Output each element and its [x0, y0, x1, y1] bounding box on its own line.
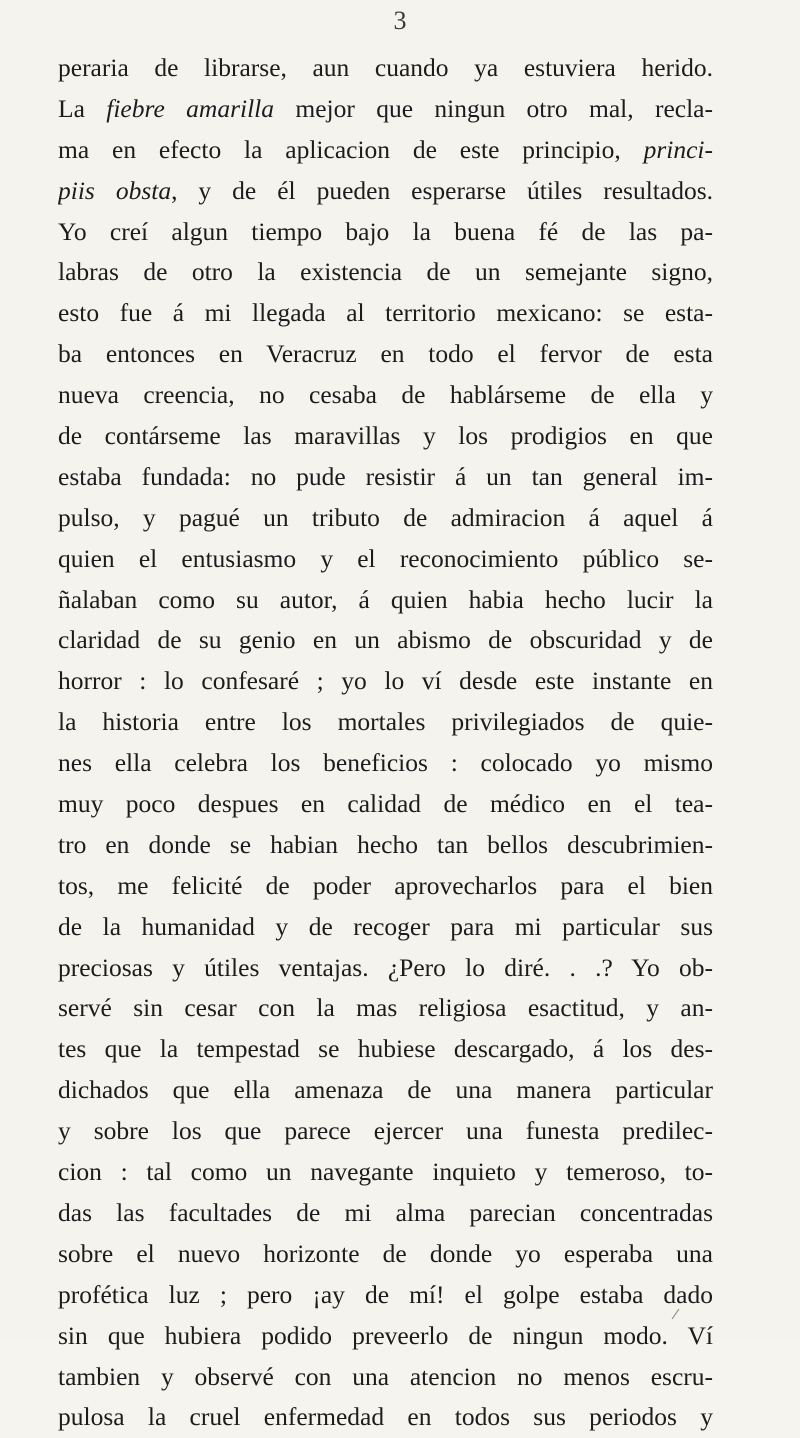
text-segment: quien el entusiasmo y el reconocimiento público se- — [58, 543, 713, 573]
text-line — [58, 825, 713, 866]
text-segment: Yo creí algun tiempo bajo la buena fé de las pa- — [58, 216, 713, 246]
text-segment: mejor que ningun otro mal, recla- — [274, 93, 713, 123]
text-line — [58, 1234, 713, 1275]
text-segment: de la humanidad y de recoger para mi particular sus — [58, 911, 713, 941]
text-line — [58, 416, 713, 457]
text-line — [58, 48, 713, 89]
text-segment: tro en donde se habian hecho tan bellos descubrimien- — [58, 829, 713, 859]
text-line — [58, 661, 713, 702]
text-line — [58, 743, 713, 784]
text-segment: servé sin cesar con la mas religiosa esactitud, y an- — [58, 993, 713, 1023]
text-segment: estaba fundada: no pude resistir á un tan general im- — [58, 461, 713, 491]
page-body-text — [58, 48, 713, 1438]
text-line — [58, 375, 713, 416]
text-segment: ñalaban como su autor, á quien habia hecho lucir la — [58, 584, 713, 614]
text-segment: , y de él pueden esperarse útiles resultados. — [171, 175, 713, 205]
text-segment: tos, me felicité de poder aprovecharlos para el bien — [58, 870, 713, 900]
text-segment: de contárseme las maravillas y los prodigios en que — [58, 421, 713, 451]
text-line — [58, 988, 713, 1029]
text-line — [58, 457, 713, 498]
text-segment: sin que hubiera podido preveerlo de ningun modo. Ví — [58, 1320, 713, 1350]
text-segment: profética luz ; pero ¡ay de mí! el golpe estaba dado — [58, 1279, 713, 1309]
italic-text-segment: piis obsta — [58, 175, 172, 205]
text-segment: pulso, y pagué un tributo de admiracion á aquel á — [58, 502, 713, 532]
text-segment: cion : tal como un navegante inquieto y temeroso, to- — [58, 1157, 713, 1187]
text-segment: esto fue á mi llegada al territorio mexicano: se esta- — [58, 298, 713, 328]
text-line — [58, 580, 713, 621]
text-segment: y sobre los que parece ejercer una funesta predilec- — [58, 1116, 713, 1146]
text-line — [58, 252, 713, 293]
text-segment: tes que la tempestad se hubiese descargado, á los des- — [58, 1034, 713, 1064]
text-segment: horror : lo confesaré ; yo lo ví desde este instante en — [58, 666, 713, 696]
text-segment: dichados que ella amenaza de una manera particular — [58, 1075, 713, 1105]
text-segment: muy poco despues en calidad de médico en el tea- — [58, 789, 713, 819]
text-segment: peraria de librarse, aun cuando ya estuviera herido. — [58, 53, 713, 82]
text-line — [58, 212, 713, 253]
text-line — [58, 866, 713, 907]
text-segment: das las facultades de mi alma parecian concentradas — [58, 1197, 713, 1227]
italic-text-segment: princi- — [643, 134, 713, 164]
text-line — [58, 1397, 713, 1438]
text-segment: ma en efecto la aplicacion de este principio, — [58, 134, 644, 164]
text-line — [58, 1357, 713, 1398]
text-segment: tambien y observé con una atencion no menos escru- — [58, 1361, 713, 1391]
text-line — [58, 293, 713, 334]
text-line — [58, 1316, 713, 1357]
text-line — [58, 1193, 713, 1234]
text-segment: La — [58, 93, 107, 123]
text-line — [58, 1275, 713, 1316]
text-line — [58, 702, 713, 743]
text-line — [58, 1029, 713, 1070]
text-line — [58, 334, 713, 375]
text-line — [58, 1111, 713, 1152]
italic-text-segment: fiebre amarilla — [106, 93, 274, 123]
text-segment: pulosa la cruel enfermedad en todos sus periodos y — [58, 1402, 713, 1432]
text-segment: labras de otro la existencia de un semejante signo, — [58, 257, 713, 287]
text-line — [58, 89, 713, 130]
text-segment: sobre el nuevo horizonte de donde yo esperaba una — [58, 1238, 713, 1268]
text-segment: nueva creencia, no cesaba de hablárseme de ella y — [58, 380, 713, 410]
text-line — [58, 171, 713, 212]
text-segment: la historia entre los mortales privilegiados de quie- — [58, 707, 713, 737]
text-line — [58, 539, 713, 580]
text-line — [58, 907, 713, 948]
text-segment: preciosas y útiles ventajas. ¿Pero lo diré. . .? Yo ob- — [58, 952, 713, 982]
page-number: 3 — [393, 6, 407, 35]
text-line — [58, 130, 713, 171]
text-segment: claridad de su genio en un abismo de obscuridad y de — [58, 625, 713, 655]
text-line — [58, 498, 713, 539]
text-line — [58, 1070, 713, 1111]
text-line — [58, 1152, 713, 1193]
text-segment: nes ella celebra los beneficios : colocado yo mismo — [58, 748, 713, 778]
text-segment: ba entonces en Veracruz en todo el fervor de esta — [58, 339, 713, 369]
text-line — [58, 784, 713, 825]
text-line — [58, 948, 713, 989]
text-line — [58, 620, 713, 661]
